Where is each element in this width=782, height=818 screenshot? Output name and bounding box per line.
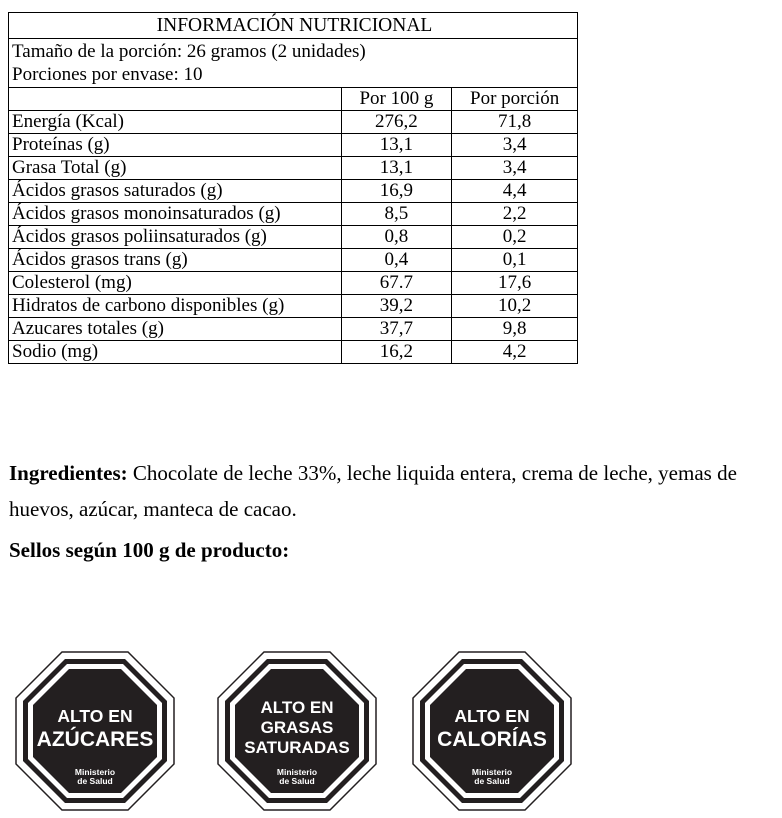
- value-per-100g: 37,7: [341, 318, 452, 341]
- seal-high-saturated-fat: [216, 650, 378, 812]
- nutrient-label: Hidratos de carbono disponibles (g): [9, 295, 342, 318]
- value-per-serving: 10,2: [452, 295, 578, 318]
- table-title: INFORMACIÓN NUTRICIONAL: [9, 13, 578, 39]
- nutrient-label: Energía (Kcal): [9, 111, 342, 134]
- serving-size: Tamaño de la porción: 26 gramos (2 unidades): [12, 41, 366, 62]
- table-row: [9, 318, 578, 341]
- ingredients-paragraph: [9, 455, 779, 527]
- table-row: [9, 111, 578, 134]
- nutrient-label: Ácidos grasos monoinsaturados (g): [9, 203, 342, 226]
- seal-high-calories: [411, 650, 573, 812]
- nutrient-label: Ácidos grasos saturados (g): [9, 180, 342, 203]
- seal-line-3: SATURADAS: [244, 738, 350, 757]
- value-per-100g: 39,2: [341, 295, 452, 318]
- value-per-serving: 2,2: [452, 203, 578, 226]
- table-row: [9, 180, 578, 203]
- value-per-serving: 9,8: [452, 318, 578, 341]
- seal-issuer: [216, 768, 378, 786]
- nutrient-label: Proteínas (g): [9, 134, 342, 157]
- servings-per-container: Porciones por envase: 10: [12, 64, 203, 85]
- seal-issuer: [411, 768, 573, 786]
- seal-line-2: CALORÍAS: [437, 728, 547, 751]
- value-per-serving: 0,2: [452, 226, 578, 249]
- nutrient-label: Azucares totales (g): [9, 318, 342, 341]
- seal-issuer-line-1: Ministerio: [276, 767, 318, 777]
- seals-heading: Sellos según 100 g de producto:: [9, 538, 290, 562]
- seal-high-sugar: [14, 650, 176, 812]
- table-row: [9, 203, 578, 226]
- nutrient-label: Ácidos grasos trans (g): [9, 249, 342, 272]
- column-header-empty: [9, 88, 342, 111]
- nutrition-table: [8, 12, 578, 364]
- table-row: [9, 249, 578, 272]
- value-per-100g: 16,9: [341, 180, 452, 203]
- value-per-serving: 0,1: [452, 249, 578, 272]
- seal-line-2: GRASAS: [260, 718, 334, 737]
- value-per-serving: 71,8: [452, 111, 578, 134]
- table-row: [9, 341, 578, 364]
- ingredients-label: Ingredientes:: [9, 461, 128, 485]
- seal-issuer-line-2: de Salud: [474, 776, 510, 786]
- value-per-100g: 0,8: [341, 226, 452, 249]
- seal-issuer: [14, 768, 176, 786]
- seal-line-1: ALTO EN: [454, 706, 530, 726]
- value-per-100g: 0,4: [341, 249, 452, 272]
- table-row: [9, 134, 578, 157]
- column-header-per-100g: Por 100 g: [341, 88, 452, 111]
- table-row: [9, 272, 578, 295]
- value-per-serving: 4,4: [452, 180, 578, 203]
- seal-line-1: ALTO EN: [260, 698, 334, 717]
- nutrient-label: Colesterol (mg): [9, 272, 342, 295]
- table-row: [9, 226, 578, 249]
- table-row: [9, 295, 578, 318]
- column-header-per-serving: Por porción: [452, 88, 578, 111]
- seal-issuer-line-2: de Salud: [77, 776, 113, 786]
- value-per-serving: 17,6: [452, 272, 578, 295]
- value-per-100g: 13,1: [341, 157, 452, 180]
- value-per-100g: 276,2: [341, 111, 452, 134]
- value-per-serving: 4,2: [452, 341, 578, 364]
- value-per-100g: 8,5: [341, 203, 452, 226]
- nutrient-label: Sodio (mg): [9, 341, 342, 364]
- nutrient-label: Grasa Total (g): [9, 157, 342, 180]
- ingredients-text: Chocolate de leche 33%, leche liquida entera, crema de leche, yemas de huevos, azúcar, manteca de cacao.: [9, 461, 737, 521]
- seal-line-2: AZÚCARES: [36, 728, 154, 751]
- serving-info: [9, 39, 578, 88]
- value-per-100g: 16,2: [341, 341, 452, 364]
- seal-issuer-line-1: Ministerio: [74, 767, 116, 777]
- seal-line-1: ALTO EN: [57, 706, 133, 726]
- value-per-serving: 3,4: [452, 134, 578, 157]
- value-per-100g: 13,1: [341, 134, 452, 157]
- nutrient-label: Ácidos grasos poliinsaturados (g): [9, 226, 342, 249]
- table-header-row: [9, 88, 578, 111]
- seal-issuer-line-1: Ministerio: [471, 767, 513, 777]
- value-per-100g: 67.7: [341, 272, 452, 295]
- seal-issuer-line-2: de Salud: [279, 776, 315, 786]
- table-row: [9, 157, 578, 180]
- value-per-serving: 3,4: [452, 157, 578, 180]
